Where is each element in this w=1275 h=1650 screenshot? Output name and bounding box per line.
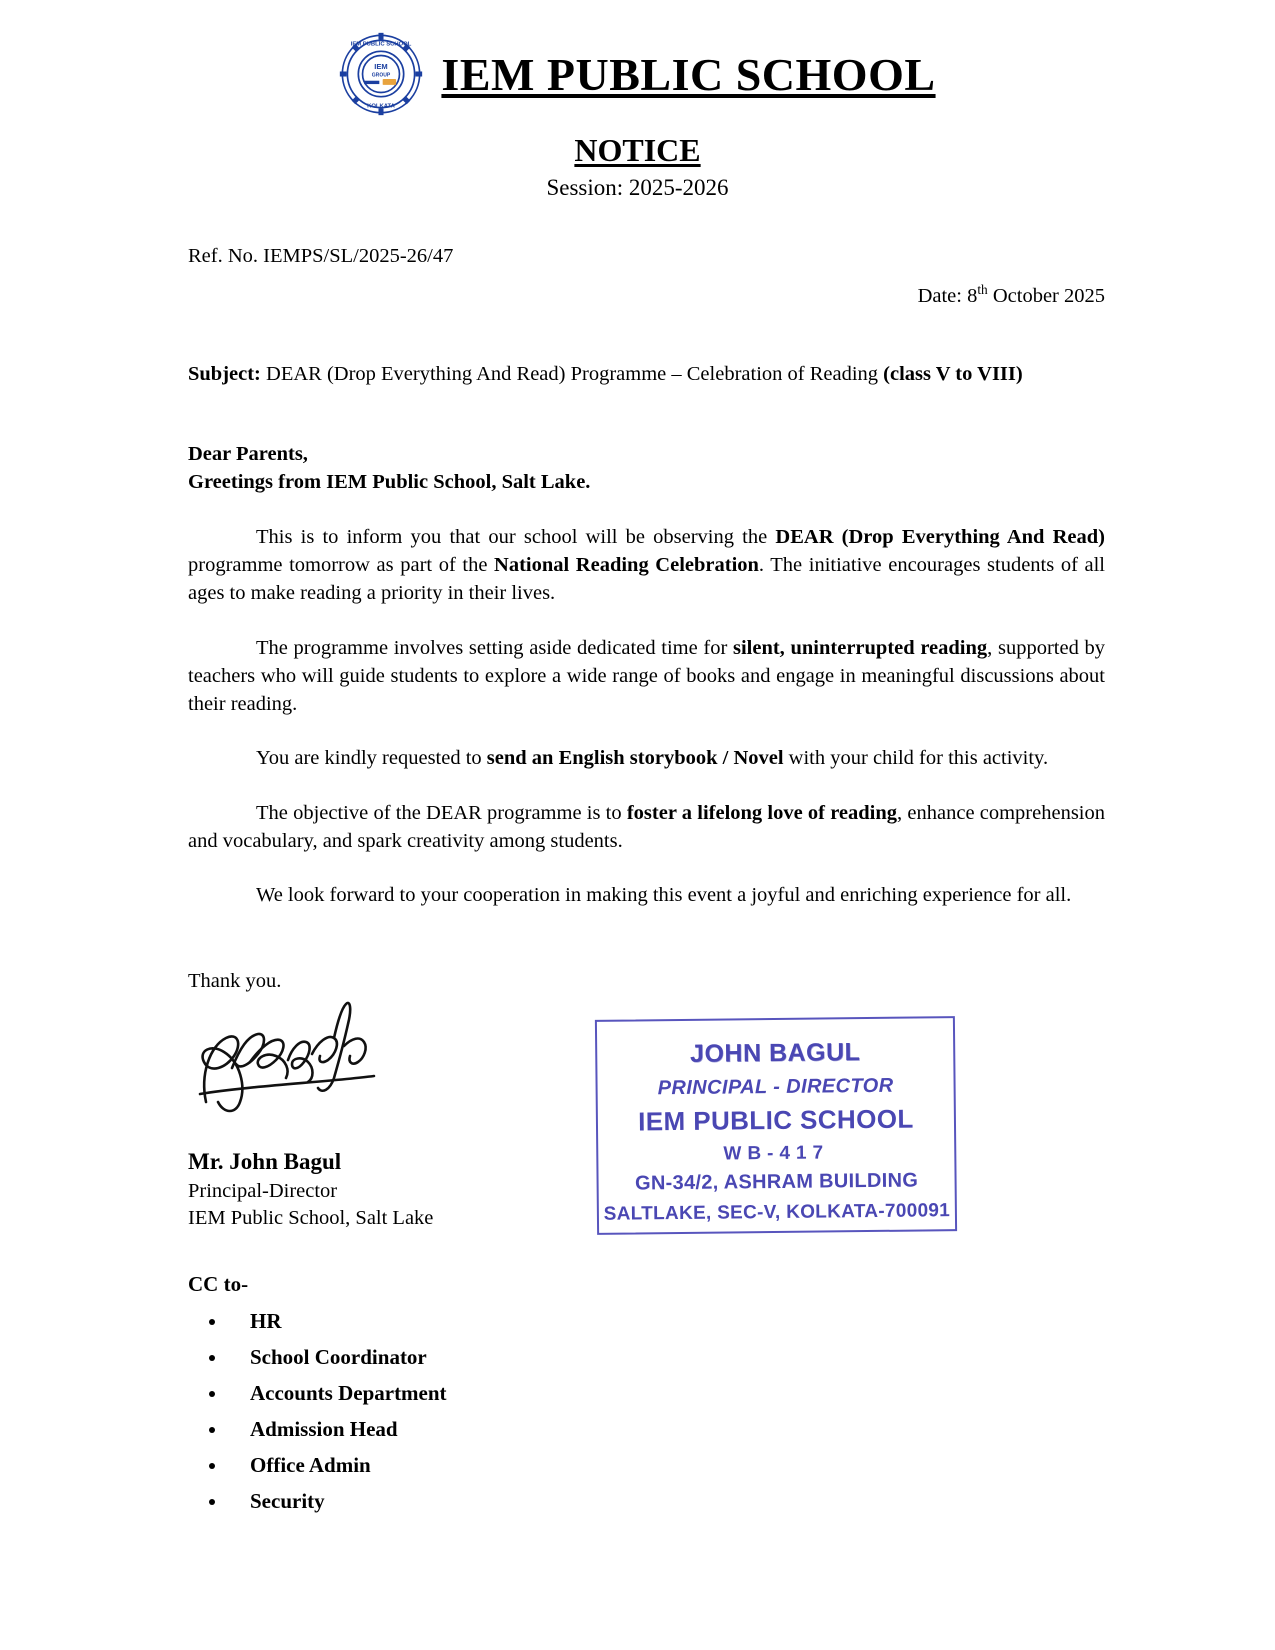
document-header <box>0 0 1275 116</box>
notice-heading: NOTICE <box>574 132 701 168</box>
stamp-name: JOHN BAGUL <box>689 1037 861 1068</box>
stamp-designation: PRINCIPAL - DIRECTOR <box>657 1074 894 1099</box>
p1-part-e: . The initiative encourages students of all ages to make reading a priority in their lives. <box>188 553 1105 605</box>
paragraph-2 <box>188 634 1105 719</box>
list-item: • Security <box>228 1483 1105 1519</box>
signature-area <box>188 998 1105 1238</box>
cc-title: CC to- <box>188 1271 249 1296</box>
svg-text:GROUP: GROUP <box>372 72 391 79</box>
reference-number: Ref. No. IEMPS/SL/2025-26/47 <box>188 245 454 267</box>
p2-part-c: , supported by teachers who will guide students to explore a wide range of books and engage in meaningful discussions about their reading. <box>188 636 1105 716</box>
p2-part-b: silent, uninterrupted reading <box>732 636 988 659</box>
stamp-school: IEM PUBLIC SCHOOL <box>638 1103 914 1137</box>
p4-part-a: The objective of the DEAR programme is to <box>256 801 627 824</box>
date-line <box>0 282 1275 308</box>
list-item: • School Coordinator <box>228 1339 1105 1375</box>
paragraph-1 <box>188 523 1105 608</box>
session-line: Session: 2025-2026 <box>546 175 729 200</box>
cc-section <box>0 1272 1275 1520</box>
salutation-line-1: Dear Parents, <box>188 443 308 466</box>
p2-part-a: The programme involves setting aside dedicated time for <box>256 636 733 659</box>
p1-part-a: This is to inform you that our school will be observing the <box>256 525 776 548</box>
subject-class-range: (class V to VIII) <box>883 362 1023 385</box>
list-item: • Office Admin <box>228 1447 1105 1483</box>
p3-part-b: send an English storybook / Novel <box>486 747 784 770</box>
subject-label: Subject: <box>188 362 261 385</box>
page-title: IEM PUBLIC SCHOOL <box>441 48 936 100</box>
p3-part-a: You are kindly requested to <box>256 747 487 770</box>
signer-designation: Principal-Director <box>188 1179 338 1202</box>
signer-block <box>188 1146 433 1233</box>
subject-line <box>188 360 1105 388</box>
p1-part-c: programme tomorrow as part of the <box>188 553 495 576</box>
signer-name: Mr. John Bagul <box>188 1148 342 1174</box>
paragraph-5: We look forward to your cooperation in making this event a joyful and enriching experience for all. <box>256 884 1072 907</box>
p3-part-c: with your child for this activity. <box>783 747 1049 770</box>
official-stamp <box>595 1016 957 1235</box>
date-ordinal-suffix: th <box>977 282 988 297</box>
stamp-address-2: SALTLAKE, SEC-V, KOLKATA-700091 <box>603 1199 951 1225</box>
cc-list <box>188 1303 1105 1520</box>
p4-part-b: foster a lifelong love of reading <box>626 801 898 824</box>
thank-you-line: Thank you. <box>188 970 282 993</box>
paragraph-3 <box>188 744 1105 772</box>
subject-text: DEAR (Drop Everything And Read) Programme – Celebration of Reading <box>260 362 884 385</box>
letter-body <box>0 360 1275 1238</box>
stamp-code: WB-417 <box>723 1142 830 1165</box>
date-prefix: Date: 8 <box>917 284 978 307</box>
svg-text:IEM: IEM <box>374 61 389 71</box>
salutation-line-2: Greetings from IEM Public School, Salt Lake. <box>188 471 591 494</box>
date-rest: October 2025 <box>987 284 1105 307</box>
handwritten-signature-icon <box>188 990 428 1138</box>
list-item: • Accounts Department <box>228 1375 1105 1411</box>
svg-text:IEM PUBLIC SCHOOL: IEM PUBLIC SCHOOL <box>351 41 412 48</box>
school-crest-icon <box>339 32 423 116</box>
list-item: • Admission Head <box>228 1411 1105 1447</box>
salutation-block <box>188 440 1105 497</box>
paragraph-4 <box>188 799 1105 856</box>
signer-institution: IEM Public School, Salt Lake <box>188 1207 434 1230</box>
p1-part-b: DEAR (Drop Everything And Read) <box>775 525 1105 548</box>
p1-part-d: National Reading Celebration <box>494 553 759 576</box>
svg-text:KOLKATA: KOLKATA <box>367 103 396 110</box>
stamp-address-1: GN-34/2, ASHRAM BUILDING <box>634 1169 919 1195</box>
p4-part-c: , enhance comprehension and vocabulary, and spark creativity among students. <box>188 801 1106 852</box>
list-item: • HR <box>228 1303 1105 1339</box>
